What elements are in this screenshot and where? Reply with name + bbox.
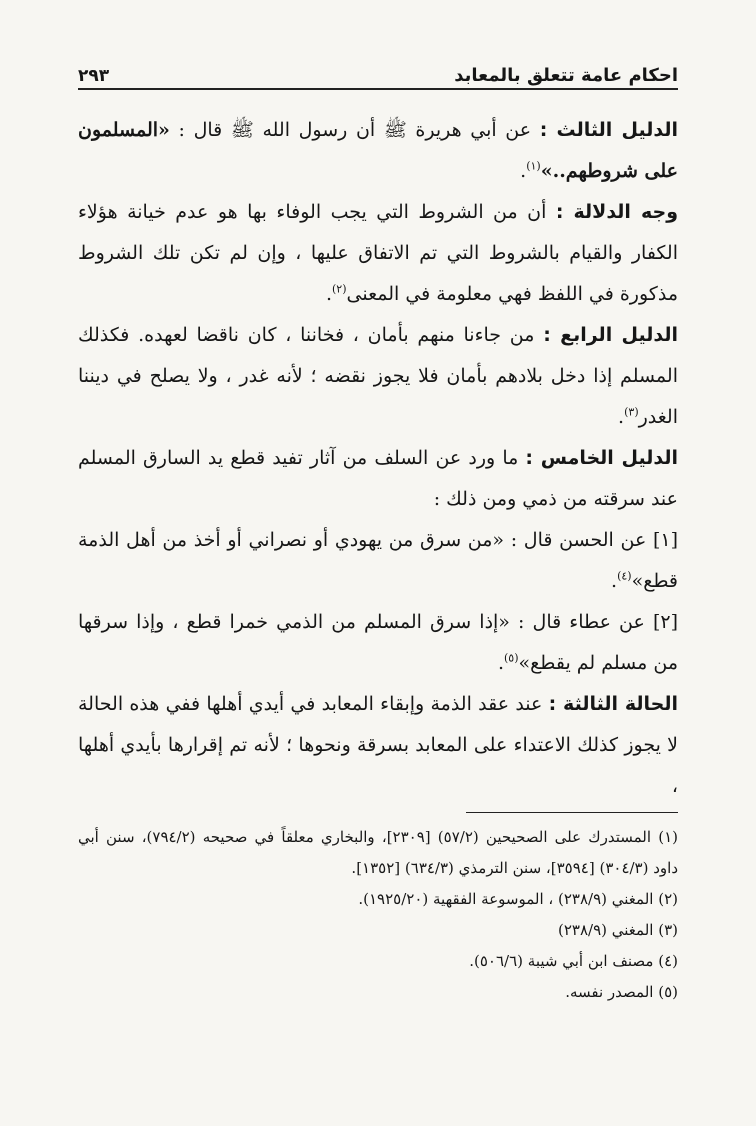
paragraph-text: عن أبي هريرة ﷺ أن رسول الله ﷺ قال : xyxy=(169,119,540,141)
paragraph xyxy=(78,520,678,602)
paragraph-lead: وجه الدلالة : xyxy=(555,201,679,223)
paragraph-text: [٢] عن عطاء قال : «إذا سرق المسلم من الذمي خمرا قطع ، وإذا سرقها من مسلم لم يقطع» xyxy=(78,611,678,674)
footnotes xyxy=(78,822,678,1008)
footnote-ref[interactable]: (٥) xyxy=(504,651,519,665)
paragraph-tail: . xyxy=(611,570,618,592)
footnote-divider xyxy=(466,812,678,813)
paragraph-text: أن من الشروط التي يجب الوفاء بها هو عدم خيانة هؤلاء الكفار والقيام بالشروط التي تم الاتفاق عليها ، وإن لم تكن تلك الشروط مذكورة في اللفظ فهي معلومة في المعنى xyxy=(78,201,678,305)
paragraph xyxy=(78,602,678,684)
paragraph-text: عند عقد الذمة وإبقاء المعابد في أيدي أهلها ففي هذه الحالة لا يجوز كذلك الاعتداء على المعابد بسرقة ونحوها ؛ لأنه تم إقرارها بأيدي أهلها ، xyxy=(78,693,678,797)
footnote: (٥) المصدر نفسه. xyxy=(565,983,678,1001)
paragraph-tail: . xyxy=(497,652,504,674)
paragraph xyxy=(78,438,678,520)
footnote: (٢) المغني (٢٣٨/٩) ، الموسوعة الفقهية (١٩٢٥/٢٠). xyxy=(358,890,678,908)
running-header xyxy=(78,52,678,90)
paragraph-text: [١] عن الحسن قال : «من سرق من يهودي أو نصراني أو أخذ من أهل الذمة قطع» xyxy=(78,529,678,592)
footnote: (٤) مصنف ابن أبي شيبة (٥٠٦/٦). xyxy=(469,952,678,970)
main-text xyxy=(78,110,678,807)
paragraph-tail: . xyxy=(618,406,625,428)
paragraph xyxy=(78,110,678,192)
footnote-ref[interactable]: (٤) xyxy=(617,569,632,583)
paragraph xyxy=(78,192,678,315)
paragraph-text: ما ورد عن السلف من آثار تفيد قطع يد السارق المسلم عند سرقته من ذمي ومن ذلك : xyxy=(78,447,678,510)
paragraph xyxy=(78,684,678,807)
chapter-title: احكام عامة تتعلق بالمعابد xyxy=(454,65,678,86)
footnote-ref[interactable]: (٣) xyxy=(624,405,639,419)
footnote: (١) المستدرك على الصحيحين (٥٧/٢) [٢٣٠٩]، والبخاري معلقاً في صحيحه (٧٩٤/٢)، سنن أبي داود (٣٠٤/٣) [٣٥٩٤]، سنن الترمذي (٦٣٤/٣) [١٣٥٢]. xyxy=(78,828,678,877)
paragraph xyxy=(78,315,678,438)
paragraph-lead: الدليل الثالث : xyxy=(539,119,678,141)
hadith-quote: «المسلمون على شروطهم..» xyxy=(78,119,678,182)
paragraph-lead: الدليل الخامس : xyxy=(525,447,678,469)
footnote-ref[interactable]: (١) xyxy=(526,159,541,173)
paragraph-lead: الدليل الرابع : xyxy=(543,324,678,346)
page-number: ٢٩٣ xyxy=(78,66,110,86)
paragraph-tail: . xyxy=(325,283,332,305)
paragraph-tail: . xyxy=(520,160,527,182)
paragraph-lead: الحالة الثالثة : xyxy=(548,693,678,715)
footnote: (٣) المغني (٢٣٨/٩) xyxy=(558,921,678,939)
footnote-ref[interactable]: (٢) xyxy=(331,282,347,296)
paragraph-text: من جاءنا منهم بأمان ، فخاننا ، كان ناقضا لعهده. فكذلك المسلم إذا دخل بلادهم بأمان فلا يجوز نقضه ؛ لأنه غدر ، ولا يصلح في ديننا الغدر xyxy=(78,324,678,428)
